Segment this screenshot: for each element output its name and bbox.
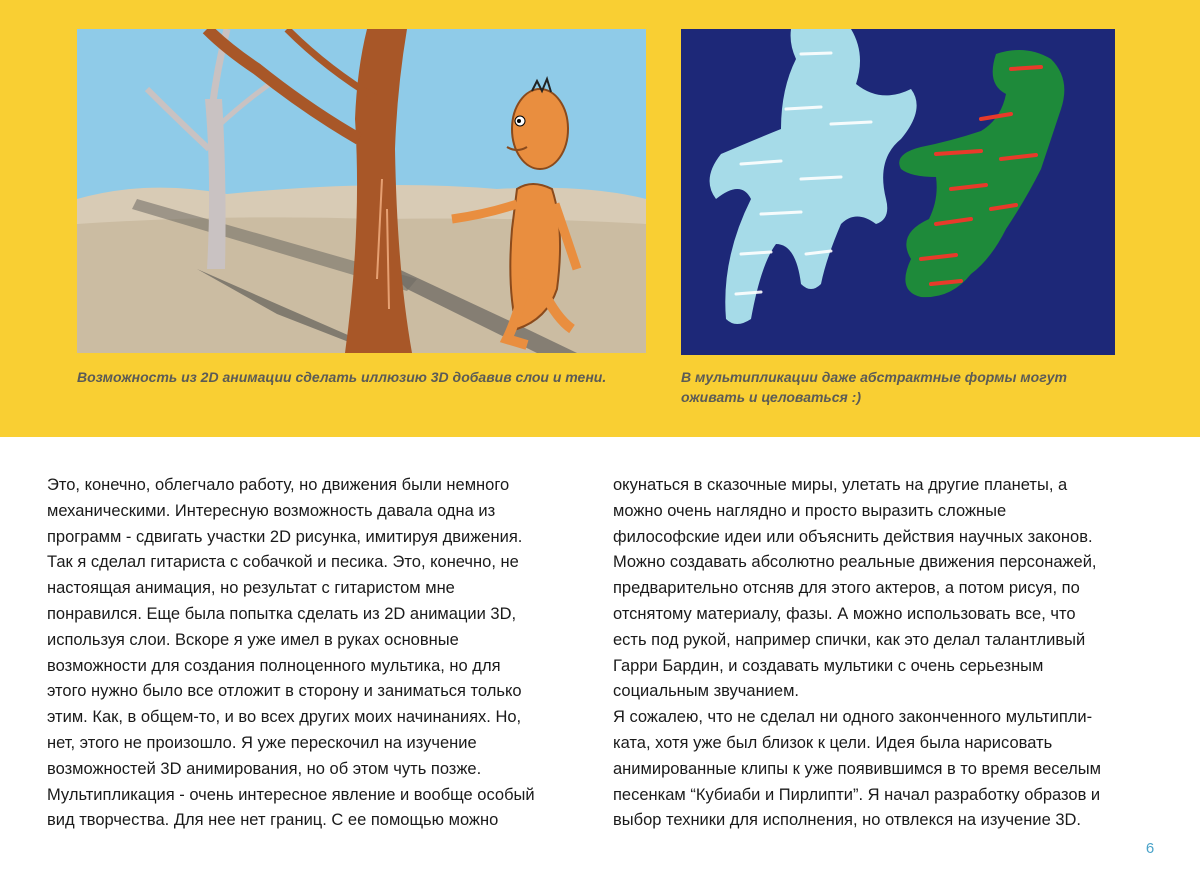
- page-number: 6: [1145, 840, 1155, 857]
- text-line: Можно создавать абсолютно реальные движения персонажей,: [613, 553, 1097, 572]
- caption-line: В мультипликации даже абстрактные формы могут: [681, 369, 1067, 385]
- cartoon-character-illustration: [77, 29, 646, 353]
- caption-line: оживать и целоваться :): [681, 389, 861, 405]
- text-line: Гарри Бардин, и создавать мультики с очень серьезным: [613, 656, 1044, 675]
- text-line: Мультипликация - очень интересное явление и вообще особый: [47, 785, 535, 804]
- text-line: Я сожалею, что не сделал ни одного законченного мультипли-: [613, 708, 1093, 727]
- text-line: Это, конечно, облегчало работу, но движения были немного: [47, 476, 510, 494]
- text-line: этого нужно было все отложит в сторону и заниматься только: [47, 682, 522, 701]
- text-line: можно очень наглядно и просто выразить сложные: [613, 501, 1007, 520]
- text-line: этим. Как, в общем-то, и во всех других моих начинаниях. Но,: [47, 708, 522, 727]
- text-line: настоящая анимация, но результат с гитаристом мне: [47, 579, 455, 598]
- text-line: выбор техники для исполнения, но отвлекся на изучение 3D.: [613, 811, 1082, 830]
- body-text-column-right: [613, 473, 1158, 834]
- text-line: отснятому материалу, фазы. А можно использовать все, что: [613, 604, 1076, 623]
- text-line: песенкам “Кубиаби и Пирлипти”. Я начал разработку образов и: [613, 785, 1101, 804]
- text-line: механическими. Интересную возможность давала одна из: [47, 501, 496, 520]
- figure-caption-right: [681, 367, 1101, 407]
- text-line: программ - сдвигать участки 2D рисунка, имитируя движения.: [47, 527, 523, 546]
- body-text-column-left: [47, 473, 592, 834]
- text-line: Так я сделал гитариста с собачкой и песика. Это, конечно, не: [47, 553, 519, 572]
- text-line: возможностей 3D анимирования, но об этом чуть позже.: [47, 759, 482, 778]
- text-line: окунаться в сказочные миры, улетать на другие планеты, а: [613, 476, 1068, 494]
- text-line: философские идеи или объяснить действия научных законов.: [613, 527, 1093, 546]
- text-line: предварительно отсняв для этого актеров, а потом рисуя, по: [613, 579, 1080, 598]
- figure-caption-left: Возможность из 2D анимации сделать иллюзию 3D добавив слои и тени.: [77, 369, 607, 385]
- text-line: есть под рукой, например спички, как это делал талантливый: [613, 630, 1086, 649]
- text-line: вид творчества. Для нее нет границ. С ее помощью можно: [47, 811, 499, 830]
- text-line: понравился. Еще была попытка сделать из 2D анимации 3D,: [47, 604, 517, 623]
- abstract-shapes-illustration: [681, 29, 1115, 355]
- text-line: ката, хотя уже был близок к цели. Идея была нарисовать: [613, 733, 1053, 752]
- text-line: анимированные клипы к уже появившимся в то время веселым: [613, 759, 1101, 778]
- text-line: используя слои. Вскоре я уже имел в руках основные: [47, 630, 459, 649]
- text-line: социальным звучанием.: [613, 682, 800, 701]
- text-line: нет, этого не произошло. Я уже перескочил на изучение: [47, 733, 477, 752]
- text-line: возможности для создания полноценного мультика, но для: [47, 656, 501, 675]
